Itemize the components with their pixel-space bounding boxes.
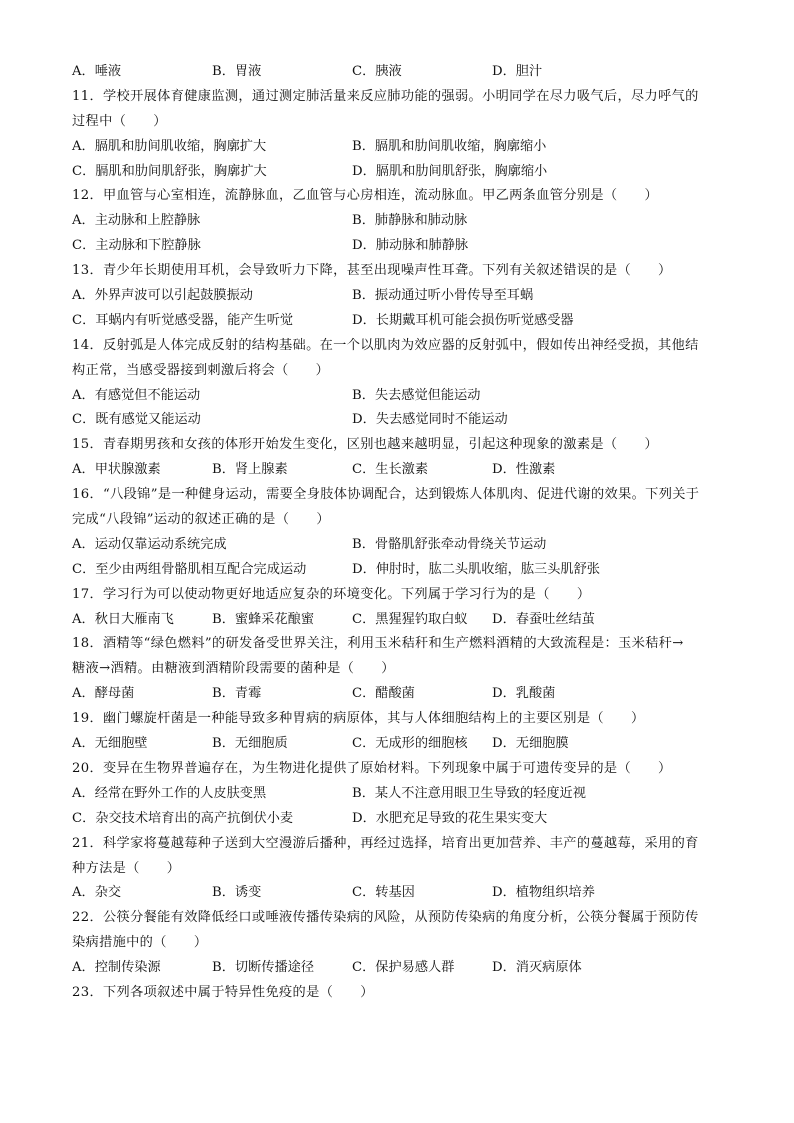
answer-option: C．膈肌和肋间肌舒张，胸廓扩大 [72,163,267,179]
question-line: 完成“八段锦”运动的叙述正确的是（ ） [72,512,330,528]
answer-option: A．外界声波可以引起鼓膜振动 [72,288,253,304]
options-row [72,309,722,334]
answer-option: B．膈肌和肋间肌收缩，胸廓缩小 [352,138,547,154]
answer-option: A．有感觉但不能运动 [72,387,201,403]
answer-option: A．膈肌和肋间肌收缩，胸廓扩大 [72,138,267,154]
answer-option: A．杂交 [72,885,122,901]
answer-option: C．醋酸菌 [352,686,415,702]
answer-option: B．振动通过听小骨传导至耳蜗 [352,288,534,304]
question-line: 糖液→酒精。由糖液到酒精阶段需要的菌种是（ ） [72,661,395,677]
options-row [72,807,722,832]
question-line: 20．变异在生物界普遍存在，为生物进化提供了原始材料。下列现象中属于可遗传变异的是（ ） [72,760,672,776]
question-line: 19．幽门螺旋杆菌是一种能导致多种胃病的病原体，其与人体细胞结构上的主要区别是（ ） [72,711,645,727]
question-line: 13．青少年长期使用耳机，会导致听力下降，甚至出现噪声性耳聋。下列有关叙述错误的是（ ） [72,263,672,279]
options-row [72,135,722,160]
question-line: 15．青春期男孩和女孩的体形开始发生变化，区别也越来越明显，引起这种现象的激素是（ ） [72,437,659,453]
options-row [72,408,722,433]
options-row [72,384,722,409]
question-line: 12．甲血管与心室相连，流静脉血，乙血管与心房相连，流动脉血。甲乙两条血管分别是（ ） [72,188,659,204]
answer-option: B．肺静脉和肺动脉 [352,213,468,229]
options-row [72,458,722,483]
answer-option: C．生长激素 [352,462,429,478]
answer-option: C．无成形的细胞核 [352,736,468,752]
answer-option: A．秋日大雁南飞 [72,611,174,627]
answer-option: D．消灭病原体 [492,960,582,976]
answer-option: B．失去感觉但能运动 [352,387,481,403]
options-row [72,160,722,185]
question-line: 21．科学家将蔓越莓种子送到大空漫游后播种，再经过选择，培育出更加营养、丰产的蔓越莓，采用的育 [72,835,699,851]
question-line: 11．学校开展体育健康监测，通过测定肺活量来反应肺功能的强弱。小明同学在尽力吸气后，尽力呼气的 [72,88,699,104]
answer-option: D．胆汁 [492,64,543,79]
answer-option: D．水肥充足导致的花生果实变大 [352,810,548,826]
answer-option: D．长期戴耳机可能会损伤听觉感受器 [352,312,574,328]
answer-option: D．伸肘时，肱二头肌收缩，肱三头肌舒张 [352,561,600,577]
answer-option: D．性激素 [492,462,556,478]
options-row [72,533,722,558]
question-line: 种方法是（ ） [72,860,181,876]
answer-option: C．保护易感人群 [352,960,455,976]
options-row [72,608,722,633]
answer-option: B．青霉 [212,686,262,702]
answer-option: D．植物组织培养 [492,885,595,901]
answer-option: B．蜜蜂采花酿蜜 [212,611,315,627]
answer-option: C．转基因 [352,885,415,901]
answer-option: C．胰液 [352,64,402,79]
answer-option: D．失去感觉同时不能运动 [352,412,508,428]
question-line: 23．下列各项叙述中属于特异性免疫的是（ ） [72,984,374,1000]
options-row [72,682,722,707]
answer-option: B．肾上腺素 [212,462,288,478]
answer-option: A．酵母菌 [72,686,135,702]
answer-option: B．骨骼肌舒张牵动骨绕关节运动 [352,536,547,552]
question-line: 22．公筷分餐能有效降低经口或唾液传播传染病的风险，从预防传染病的角度分析，公筷分餐属于预防传 [72,910,699,926]
question-line: 18．酒精等“绿色燃料”的研发备受世界关注，利用玉米秸秆和生产燃料酒精的大致流程是：玉米秸秆→ [72,636,684,652]
answer-option: D．乳酸菌 [492,686,556,702]
answer-option: C．至少由两组骨骼肌相互配合完成运动 [72,561,307,577]
answer-option: A．甲状腺激素 [72,462,161,478]
answer-option: C．杂交技术培育出的高产抗倒伏小麦 [72,810,294,826]
options-row [72,60,722,85]
answer-option: D．肺动脉和肺静脉 [352,238,469,254]
options-row [72,234,722,259]
options-row [72,284,722,309]
answer-option: C．主动脉和下腔静脉 [72,238,201,254]
answer-option: B．某人不注意用眼卫生导致的轻度近视 [352,785,586,801]
question-line: 染病措施中的（ ） [72,935,208,951]
answer-option: A．主动脉和上腔静脉 [72,213,201,229]
answer-option: A．运动仅靠运动系统完成 [72,536,227,552]
answer-option: B．诱变 [212,885,262,901]
exam-page [72,60,722,1006]
answer-option: A．无细胞壁 [72,736,148,752]
answer-option: B．无细胞质 [212,736,288,752]
answer-option: D．无细胞膜 [492,736,569,752]
options-row [72,209,722,234]
answer-option: D．膈肌和肋间肌舒张，胸廓缩小 [352,163,548,179]
question-line: 16．“八段锦”是一种健身运动，需要全身肢体协调配合，达到锻炼人体肌肉、促进代谢的效果。下列关于 [72,487,700,503]
question-line: 构正常，当感受器接到刺激后将会（ ） [72,362,330,378]
answer-option: B．胃液 [212,64,262,79]
options-row [72,558,722,583]
answer-option: C．既有感觉又能运动 [72,412,201,428]
answer-option: B．切断传播途径 [212,960,315,976]
question-line: 14．反射弧是人体完成反射的结构基础。在一个以肌肉为效应器的反射弧中，假如传出神经受损，其他结 [72,337,699,353]
answer-option: D．春蚕吐丝结茧 [492,611,595,627]
options-row [72,732,722,757]
answer-option: A．经常在野外工作的人皮肤变黑 [72,785,267,801]
options-row [72,782,722,807]
answer-option: A．控制传染源 [72,960,161,976]
question-line: 过程中（ ） [72,113,167,129]
answer-option: C．黑猩猩钓取白蚁 [352,611,468,627]
question-line: 17．学习行为可以使动物更好地适应复杂的环境变化。下列属于学习行为的是（ ） [72,586,591,602]
options-row [72,956,722,981]
answer-option: A．唾液 [72,64,122,79]
answer-option: C．耳蜗内有听觉感受器，能产生听觉 [72,312,294,328]
options-row [72,881,722,906]
